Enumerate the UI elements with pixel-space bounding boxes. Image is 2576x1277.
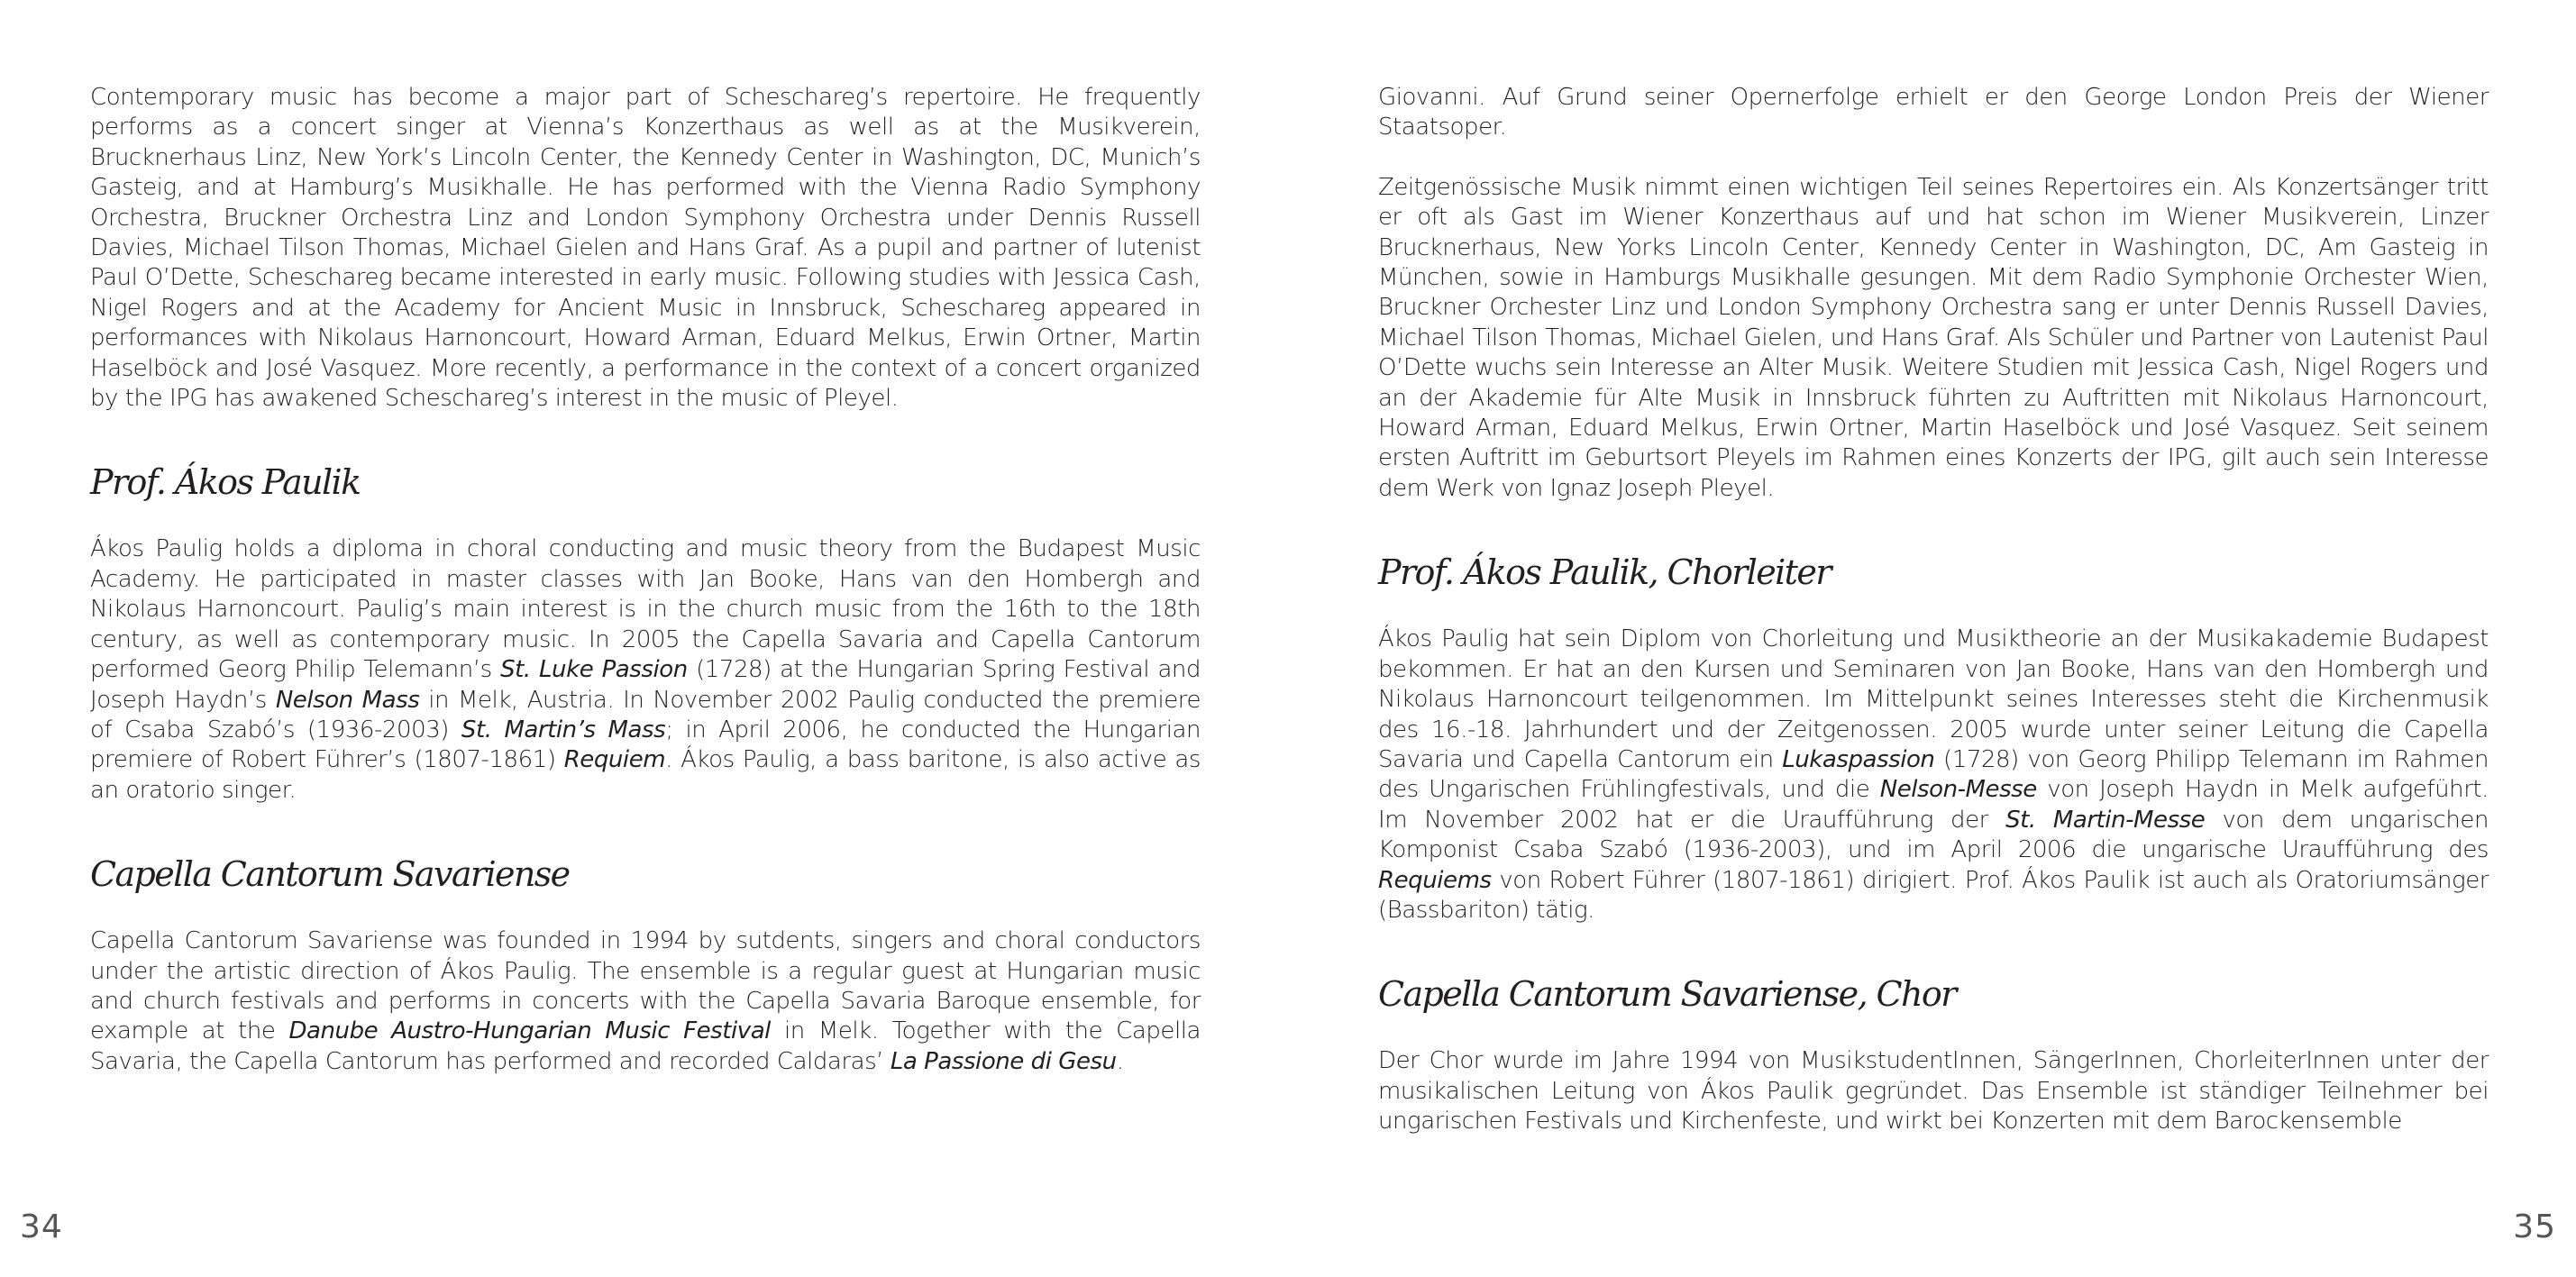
work-title-nelson-messe: Nelson-Messe xyxy=(1879,776,2037,804)
right-text-column xyxy=(1378,83,2489,1137)
work-title-st-martins-mass: St. Martin’s Mass xyxy=(461,716,666,743)
text-run: Capella Cantorum Savariense was founded in 1994 by sutdents, singers and choral conductors under the artistic direction of Ákos Paulig. The ensemble is a regular guest at Hungarian music and church festivals and performs in concerts with the Capella Savaria Baroque ensemble, for example at the xyxy=(90,927,1201,1045)
left-paragraph-scheschareg-contemporary: Contemporary music has become a major part of Scheschareg’s repertoire. He frequently performs as a concert singer at Vienna’s Konzerthaus as well as at the Musikverein, Brucknerhaus Linz, New York’s Lincoln Center, the Kennedy Center in Washington, DC, Munich’s Gasteig, and at Hamburg’s Musikhalle. He has performed with the Vienna Radio Symphony Orchestra, Bruckner Orchestra Linz and London Symphony Orchestra under Dennis Russell Davies, Michael Tilson Thomas, Michael Gielen and Hans Graf. As a pupil and partner of lutenist Paul O’Dette, Scheschareg became interested in early music. Following studies with Jessica Cash, Nigel Rogers and at the Academy for Ancient Music in Innsbruck, Scheschareg appeared in performances with Nikolaus Harnoncourt, Howard Arman, Eduard Melkus, Erwin Ortner, Martin Haselböck and José Vasquez. More recently, a performance in the context of a concert organized by the IPG has awakened Scheschareg’s interest in the music of Pleyel. xyxy=(90,84,1201,413)
right-paragraph-giovanni: Giovanni. Auf Grund seiner Opernerfolge erhielt er den George London Preis der Wiener Staatsoper. xyxy=(1378,84,2489,141)
work-title-nelson-mass: Nelson Mass xyxy=(275,686,420,714)
left-paragraph-paulig-bio xyxy=(90,534,1201,806)
work-title-st-martin-messe: St. Martin-Messe xyxy=(2005,806,2206,834)
text-run: von Robert Führer (1807-1861) dirigiert. Prof. Ákos Paulik ist auch als Oratoriumsänger (Bassbariton) tätig. xyxy=(1378,866,2489,924)
page-number-right: 35 xyxy=(2513,1209,2556,1245)
text-run: Ákos Paulig hat sein Diplom von Chorleitung und Musiktheorie an der Musikakademie Budapest bekommen. Er hat an den Kursen und Seminaren von Jan Booke, Hans van den Hombergh und Nikolaus Harnoncourt teilgenommen. Im Mittelpunkt seines Interesses steht die Kirchenmusik des 16.-18. Jahrhundert und der Zeitgenossen. 2005 wurde unter seiner Leitung die Capella Savaria und Capella Cantorum ein xyxy=(1378,625,2489,773)
text-run: . Ákos Paulig, a bass baritone, is also active as an oratorio singer. xyxy=(90,746,1201,804)
right-page xyxy=(1288,0,2576,1277)
heading-akos-paulik: Prof. Ákos Paulik xyxy=(90,462,361,503)
text-run: Ákos Paulig holds a diploma in choral conducting and music theory from the Budapest Music Academy. He participated in master classes with Jan Booke, Hans van den Hombergh and Nikolaus Harnoncourt. Paulig’s main interest is in the church music from the 16th to the 18th century, as well as contemporary music. In 2005 the Capella Savaria and Capella Cantorum performed Georg Philip Telemann’s xyxy=(90,535,1201,684)
text-run: von dem ungarischen Komponist Csaba Szabó (1936-2003), und im April 2006 die ungarische Uraufführung des xyxy=(1378,806,2489,864)
work-title-st-luke-passion: St. Luke Passion xyxy=(500,656,688,684)
text-run: in Melk, Austria. In November 2002 Paulig conducted the premiere of Csaba Szabó’s (1936-2003) xyxy=(90,686,1201,743)
right-paragraph-paulig-bio xyxy=(1378,625,2489,926)
text-run: ; in April 2006, he conducted the Hungarian premiere of Robert Führer’s (1807-1861) xyxy=(90,716,1201,774)
work-title-la-passione: La Passione di Gesu xyxy=(890,1047,1117,1075)
heading-capella-cantorum: Capella Cantorum Savariense xyxy=(90,854,570,895)
right-paragraph-chor-bio: Der Chor wurde im Jahre 1994 von MusikstudentInnen, SängerInnen, ChorleiterInnen unter der musikalischen Leitung von Ákos Paulik gegründet. Das Ensemble ist ständiger Teilnehmer bei ungarischen Festivals und Kirchenfeste, und wirkt bei Konzerten mit dem Barockensemble xyxy=(1378,1047,2489,1136)
heading-akos-paulik-chorleiter: Prof. Ákos Paulik, Chorleiter xyxy=(1378,552,1831,593)
text-run: . xyxy=(1116,1047,1124,1075)
left-paragraph-capella-bio xyxy=(90,926,1201,1077)
page-number-left: 34 xyxy=(20,1209,63,1245)
work-title-requiem: Requiem xyxy=(563,746,666,774)
right-paragraph-zeitgenoessische: Zeitgenössische Musik nimmt einen wichtigen Teil seines Repertoires ein. Als Konzertsänger tritt er oft als Gast im Wiener Konzerthaus auf und hat schon im Wiener Musikverein, Linzer Brucknerhaus, New Yorks Lincoln Center, Kennedy Center in Washington, DC, Am Gasteig in München, sowie in Hamburgs Musikhalle gesungen. Mit dem Radio Symphonie Orchester Wien, Bruckner Orchester Linz und London Symphony Orchestra sang er unter Dennis Russell Davies, Michael Tilson Thomas, Michael Gielen, und Hans Graf. Als Schüler und Partner von Lautenist Paul O’Dette wuchs sein Interesse an Alter Musik. Weitere Studien mit Jessica Cash, Nigel Rogers und an der Akademie für Alte Musik in Innsbruck führten zu Auftritten mit Nikolaus Harnoncourt, Howard Arman, Eduard Melkus, Erwin Ortner, Martin Haselböck und José Vasquez. Seit seinem ersten Auftritt im Geburtsort Pleyels im Rahmen eines Konzerts der IPG, gilt auch sein Interesse dem Werk von Ignaz Joseph Pleyel. xyxy=(1378,173,2489,502)
text-run: in Melk. Together with the Capella Savaria, the Capella Cantorum has performed and recorded Caldaras’ xyxy=(90,1017,1201,1075)
work-title-lukaspassion: Lukaspassion xyxy=(1782,745,1935,773)
heading-capella-cantorum-chor: Capella Cantorum Savariense, Chor xyxy=(1378,974,1956,1015)
text-run: von Joseph Haydn in Melk aufgeführt. Im November 2002 hat er die Uraufführung der xyxy=(1378,776,2489,834)
left-text-column xyxy=(90,83,1201,1077)
text-run: (1728) at the Hungarian Spring Festival and Joseph Haydn’s xyxy=(90,656,1201,714)
work-title-requiems: Requiems xyxy=(1378,866,1492,894)
text-run: (1728) von Georg Philipp Telemann im Rahmen des Ungarischen Frühlingfestivals, und die xyxy=(1378,745,2489,804)
festival-title: Danube Austro-Hungarian Music Festival xyxy=(288,1017,771,1045)
